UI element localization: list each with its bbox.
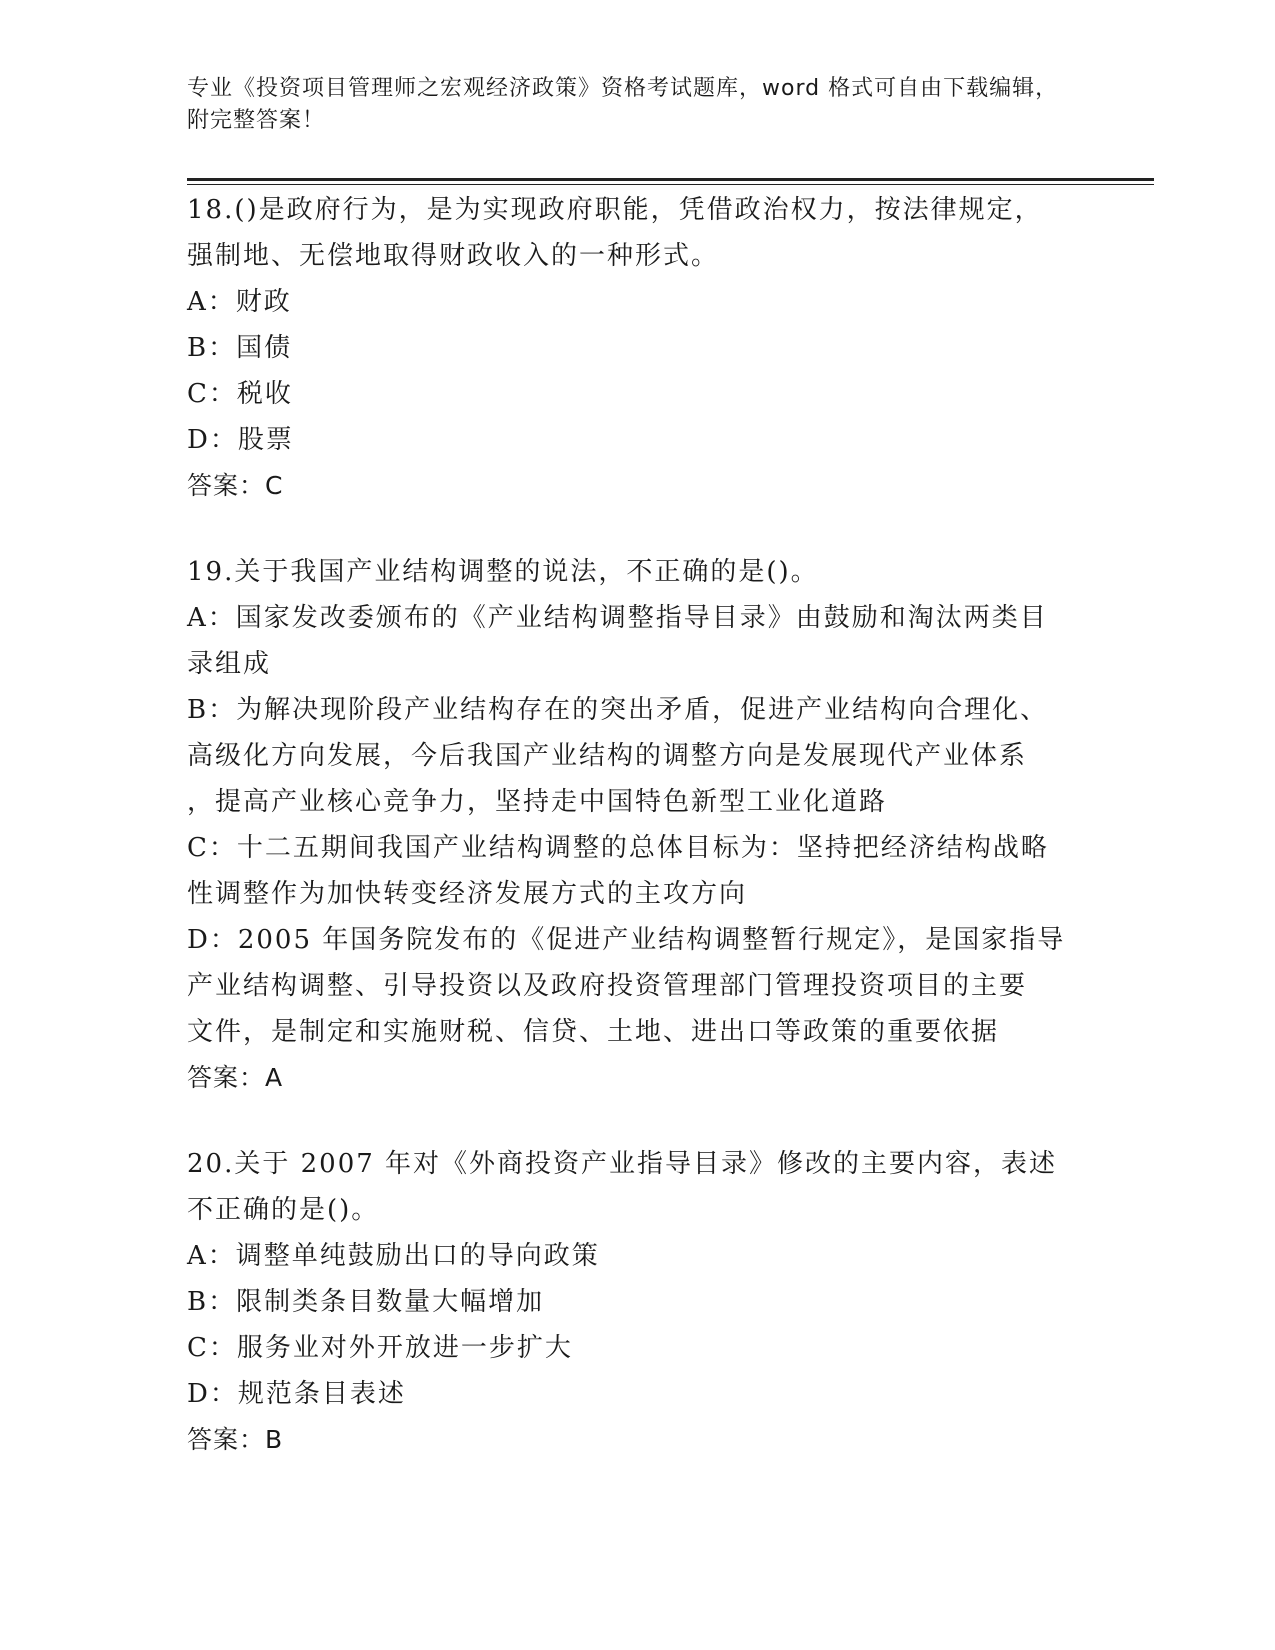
option-a: A：财政 — [187, 287, 292, 317]
question-stem-line: 不正确的是()。 — [187, 1195, 380, 1225]
option-d: D：2005 年国务院发布的《促进产业结构调整暂行规定》，是国家指导 — [187, 925, 1066, 955]
question-stem-line: 20.关于 2007 年对《外商投资产业指导目录》修改的主要内容，表述 — [187, 1149, 1058, 1179]
option-a-continued: 录组成 — [187, 649, 272, 679]
question-stem-line: 19.关于我国产业结构调整的说法，不正确的是()。 — [187, 557, 819, 587]
header-divider-thin — [187, 184, 1154, 185]
option-d: D：规范条目表述 — [187, 1379, 406, 1409]
option-b: B：限制类条目数量大幅增加 — [187, 1287, 545, 1317]
question-20 — [187, 1141, 1087, 1463]
question-19 — [187, 549, 1087, 1101]
answer-label: 答案：B — [187, 1425, 284, 1454]
header-divider-thick — [187, 178, 1154, 181]
option-c-continued: 性调整作为加快转变经济发展方式的主攻方向 — [187, 879, 748, 909]
option-c: C：十二五期间我国产业结构调整的总体目标为：坚持把经济结构战略 — [187, 833, 1049, 863]
option-b: B：国债 — [187, 333, 293, 363]
question-list — [187, 187, 1087, 1503]
question-stem-line: 18.()是政府行为，是为实现政府职能，凭借政治权力，按法律规定， — [187, 195, 1043, 225]
option-b-continued: 高级化方向发展，今后我国产业结构的调整方向是发展现代产业体系 — [187, 741, 1028, 771]
answer-label: 答案：A — [187, 1063, 284, 1092]
option-c: C：税收 — [187, 379, 293, 409]
option-d-continued: 文件，是制定和实施财税、信贷、土地、进出口等政策的重要依据 — [187, 1017, 1000, 1047]
question-18 — [187, 187, 1087, 509]
answer-label: 答案：C — [187, 471, 284, 500]
document-header: 专业《投资项目管理师之宏观经济政策》资格考试题库，word 格式可自由下载编辑，附完整答案！ — [187, 76, 1059, 133]
question-stem-line: 强制地、无偿地取得财政收入的一种形式。 — [187, 241, 720, 271]
option-d-continued: 产业结构调整、引导投资以及政府投资管理部门管理投资项目的主要 — [187, 971, 1028, 1001]
option-d: D：股票 — [187, 425, 294, 455]
option-a: A：国家发改委颁布的《产业结构调整指导目录》由鼓励和淘汰两类目 — [187, 603, 1048, 633]
option-b: B：为解决现阶段产业结构存在的突出矛盾，促进产业结构向合理化、 — [187, 695, 1049, 725]
option-b-continued: ，提高产业核心竞争力，坚持走中国特色新型工业化道路 — [187, 787, 888, 817]
option-c: C：服务业对外开放进一步扩大 — [187, 1333, 573, 1363]
option-a: A：调整单纯鼓励出口的导向政策 — [187, 1241, 600, 1271]
